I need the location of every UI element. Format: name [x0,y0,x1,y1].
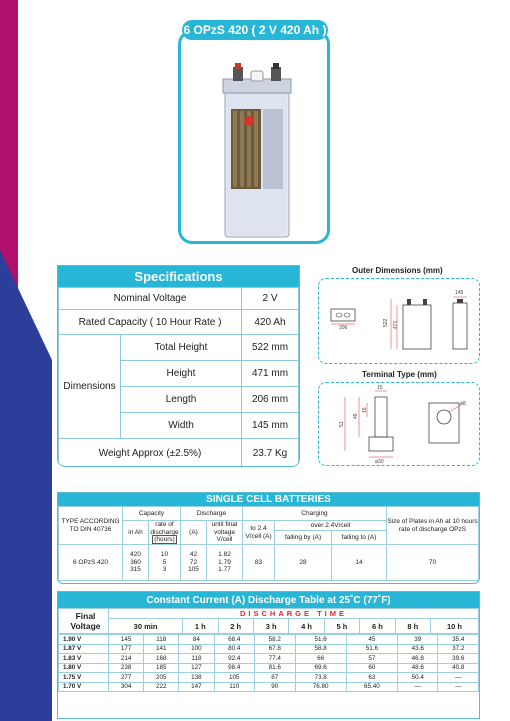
header-time: 6 h [360,619,395,634]
header-discharge: Discharge [181,507,243,521]
discharge-cell: 105 [214,673,255,683]
cell-cap-hours [149,545,181,581]
spec-value-width: 145 mm [242,413,299,439]
discharge-table [57,591,480,719]
cell-ch-fall-by: 28 [275,545,332,581]
single-cell-table [57,492,480,584]
terminal-h15-label: 15 [362,407,368,413]
discharge-cell: 304 [109,682,144,692]
discharge-cell: 69.6 [295,663,346,673]
single-cell-title: SINGLE CELL BATTERIES [58,493,479,506]
discharge-row-voltage: 1.87 V [59,644,109,654]
discharge-cell: 58.2 [255,635,296,645]
cell-dis-a [181,545,207,581]
specifications-table [57,265,300,467]
spec-label-total-height: Total Height [121,335,242,361]
battery-image [221,61,293,241]
discharge-cell: 58.8 [295,644,346,654]
product-image-frame [178,30,330,244]
spec-label-dimensions: Dimensions [59,335,121,439]
terminal-diameter-label: ø30 [375,459,384,465]
cell-dis-v-value: 1.82 [218,551,231,559]
header-time: 5 h [324,619,359,634]
header-plates: Size of Plates in Ah at 10 hours rate of discharge OPzS [387,507,479,545]
product-title: 6 OPzS 420 ( 2 V 420 Ah ) [182,20,328,40]
outer-height-label: 471 [393,320,399,329]
outer-dimensions-title: Outer Dimensions (mm) [352,266,443,275]
outer-dimensions-drawing [318,278,480,364]
discharge-cell: 57 [346,654,397,664]
discharge-cell: 77.4 [255,654,296,664]
discharge-cell: 92.4 [214,654,255,664]
discharge-cell: 118 [144,635,179,645]
terminal-circle-label: ø8 [460,401,466,407]
header-cap-in: in Ah [123,521,149,545]
cell-dis-a-value: 42 [189,551,198,559]
discharge-cell: 67.8 [255,644,296,654]
spec-value-weight: 23.7 Kg [242,439,299,468]
cell-dis-v [207,545,243,581]
cell-dis-a-value: 72 [189,558,198,566]
discharge-row-voltage: 1.80 V [59,663,109,673]
outer-length-label: 206 [339,325,348,331]
cell-ch-to: 83 [243,545,275,581]
terminal-h49-label: 49 [353,413,359,419]
discharge-cell: 222 [144,682,179,692]
header-ch-over: over 2.4V/cell [275,521,387,531]
discharge-row [59,644,479,654]
discharge-cell: 60 [346,663,397,673]
cell-cap-ah-value: 360 [130,558,141,566]
header-type: TYPE ACCORDING TO DIN 40736 [59,507,123,545]
outer-total-height-label: 522 [383,318,389,327]
discharge-cell: 90 [255,682,296,692]
spec-label-rated-capacity: Rated Capacity ( 10 Hour Rate ) [59,310,242,335]
discharge-cell: 81.6 [255,663,296,673]
discharge-cell: 205 [144,673,179,683]
discharge-cell: — [438,682,479,692]
spec-value-total-height: 522 mm [242,335,299,361]
header-dis-a: (A) [181,521,207,545]
discharge-cell: 50.4 [397,673,438,683]
discharge-cell: 138 [179,673,214,683]
cell-dis-v-value: 1.79 [218,558,231,566]
spec-label-nominal-voltage: Nominal Voltage [59,288,242,310]
header-ch-to: to 2.4 V/cell (A) [243,521,275,545]
discharge-cell: 118 [179,654,214,664]
discharge-cell: 141 [144,644,179,654]
header-time: 30 min [109,619,183,634]
discharge-cell: 39.6 [438,654,479,664]
cell-cap-hours-value: 5 [162,558,167,566]
discharge-cell: 43.6 [397,644,438,654]
header-dis-final: until final voltage V/cell [207,521,243,545]
discharge-cell: 63 [346,673,397,683]
header-time: 8 h [395,619,430,634]
discharge-row-voltage: 1.90 V [59,635,109,645]
discharge-cell: — [438,673,479,683]
decorative-band-bottom [0,360,52,721]
discharge-cell: 76.80 [295,682,346,692]
cell-cap-ah [123,545,149,581]
discharge-cell: 177 [109,644,144,654]
cell-dis-v-value: 1.77 [218,566,231,574]
header-final-voltage: Final Voltage [59,609,109,634]
discharge-cell: 185 [144,663,179,673]
spec-value-rated-capacity: 420 Ah [242,310,299,335]
spec-value-length: 206 mm [242,387,299,413]
discharge-cell: 127 [179,663,214,673]
terminal-type-title: Terminal Type (mm) [362,370,437,379]
cell-cap-ah-value: 315 [130,566,141,574]
discharge-cell: 45 [346,635,397,645]
discharge-title: Constant Current (A) Discharge Table at 25˚C (77˚F) [58,592,479,608]
header-charging: Charging [243,507,387,521]
discharge-row-voltage: 1.70 V [59,682,109,692]
header-ch-fall-by: falling by (A) [275,531,332,545]
terminal-h51-label: 51 [339,421,345,427]
discharge-cell: 84 [179,635,214,645]
discharge-cell: 51.6 [346,644,397,654]
discharge-cell: 98.4 [214,663,255,673]
discharge-cell: 51.6 [295,635,346,645]
discharge-cell: 168 [144,654,179,664]
outer-width-label: 145 [455,290,464,296]
header-time: 3 h [253,619,288,634]
cell-plates: 70 [387,545,479,581]
header-cap-hours: (hours) [154,536,175,544]
discharge-cell: 40.8 [438,663,479,673]
decorative-band-wedge [0,250,52,360]
specifications-title: Specifications [58,266,299,287]
terminal-type-svg [319,383,479,465]
discharge-cell: 65.40 [346,682,397,692]
spec-value-height: 471 mm [242,361,299,387]
discharge-cell: 145 [109,635,144,645]
header-cap-rate-text: rate of discharge [150,521,179,536]
discharge-cell: — [397,682,438,692]
header-time: 4 h [289,619,324,634]
header-time: 10 h [431,619,479,634]
discharge-cell: 238 [109,663,144,673]
discharge-cell: 35.4 [438,635,479,645]
cell-ch-fall-to: 14 [332,545,387,581]
discharge-cell: 37.2 [438,644,479,654]
spec-label-weight: Weight Approx (±2.5%) [59,439,242,468]
discharge-row [59,663,479,673]
header-time: 1 h [183,619,218,634]
discharge-cell: 100 [179,644,214,654]
cell-cap-hours-value: 10 [160,551,169,559]
header-discharge-time: DISCHARGE TIME [109,609,479,619]
discharge-cell: 46.8 [397,654,438,664]
spec-label-height: Height [121,361,242,387]
discharge-cell: 39 [397,635,438,645]
discharge-cell: 80.4 [214,644,255,654]
header-capacity: Capacity [123,507,181,521]
cell-type: 6 OPzS 420 [59,545,123,581]
discharge-cell: 48.6 [397,663,438,673]
spec-label-width: Width [121,413,242,439]
cell-dis-a-value: 105 [188,566,199,574]
cell-cap-ah-value: 420 [130,551,141,559]
discharge-row-voltage: 1.75 V [59,673,109,683]
header-cap-rate [149,521,181,545]
discharge-cell: 68.4 [214,635,255,645]
discharge-cell: 66 [295,654,346,664]
discharge-cell: 214 [109,654,144,664]
discharge-row [59,682,479,692]
discharge-cell: 73.8 [295,673,346,683]
terminal-top-label: 15 [377,385,383,391]
header-ch-fall-to: falling to (A) [332,531,387,545]
terminal-type-drawing [318,382,480,466]
cell-cap-hours-value: 3 [162,566,167,574]
discharge-row [59,654,479,664]
spec-value-nominal-voltage: 2 V [242,288,299,310]
discharge-cell: 147 [179,682,214,692]
spec-label-length: Length [121,387,242,413]
discharge-cell: 277 [109,673,144,683]
discharge-cell: 87 [255,673,296,683]
discharge-cell: 110 [214,682,255,692]
header-time: 2 h [218,619,253,634]
discharge-row-voltage: 1.83 V [59,654,109,664]
discharge-row [59,635,479,645]
outer-dimensions-svg [319,279,479,363]
discharge-row [59,673,479,683]
